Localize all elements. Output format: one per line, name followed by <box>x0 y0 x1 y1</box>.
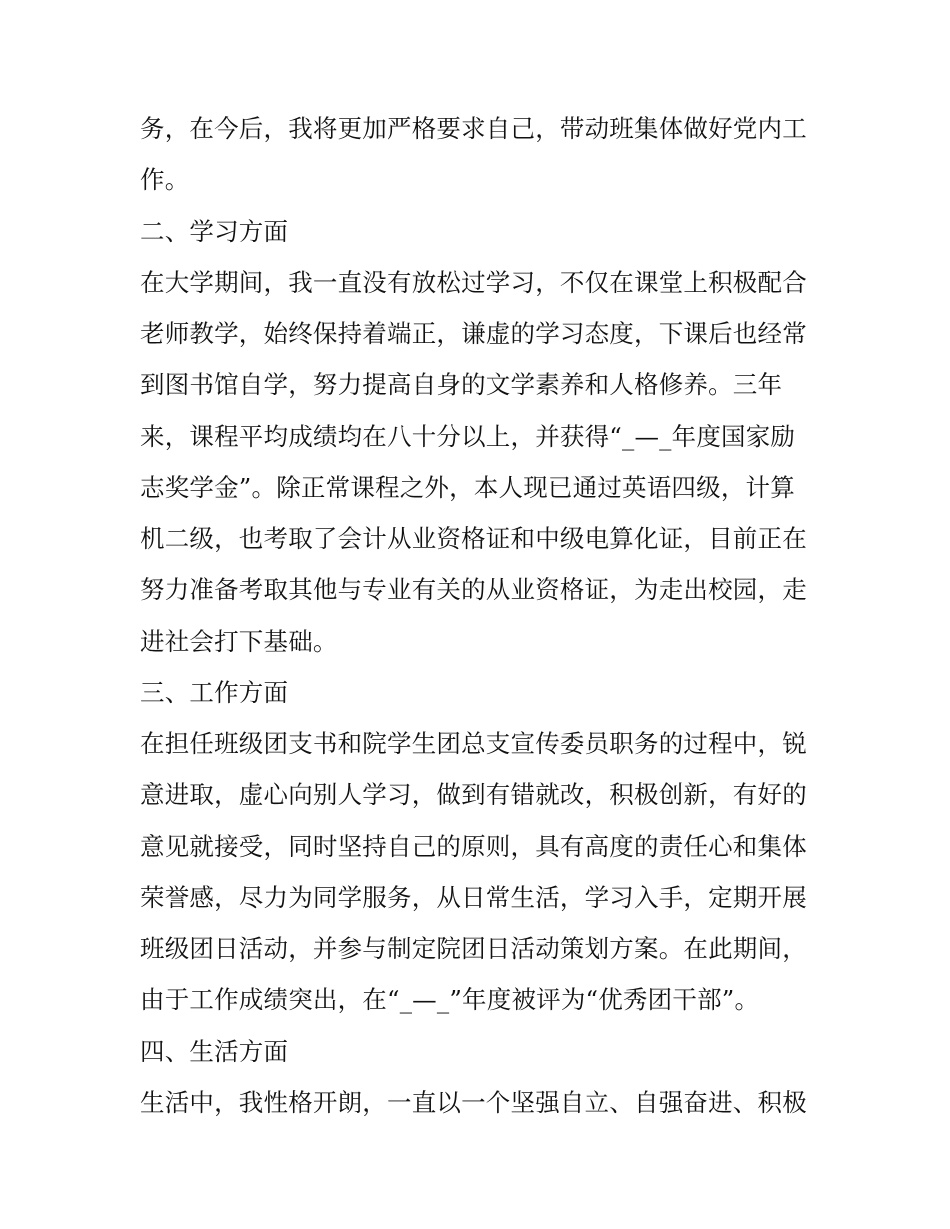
paragraph-line: 由于工作成绩突出，在“_—_”年度被评为“优秀团干部”。 <box>140 985 760 1015</box>
paragraph-line: 务，在今后，我将更加严格要求自己，带动班集体做好党内工 <box>140 114 807 143</box>
paragraph-line: 努力准备考取其他与专业有关的从业资格证，为走出校园，走 <box>140 575 807 605</box>
paragraph-line: 在担任班级团支书和院学生团总支宣传委员职务的过程中，锐 <box>140 729 807 758</box>
paragraph-line: 作。 <box>140 165 190 195</box>
paragraph-line: 意进取，虚心向别人学习，做到有错就改，积极创新，有好的 <box>140 780 807 810</box>
paragraph-line: 机二级，也考取了会计从业资格证和中级电算化证，目前正在 <box>140 524 807 553</box>
document-body <box>140 103 820 1128</box>
paragraph-line: 荣誉感，尽力为同学服务，从日常生活，学习入手，定期开展 <box>140 882 807 912</box>
paragraph-line: 志奖学金”。除正常课程之外，本人现已通过英语四级，计算 <box>140 472 795 502</box>
paragraph-line: 在大学期间，我一直没有放松过学习，不仅在课堂上积极配合 <box>140 267 807 297</box>
paragraph-line: 进社会打下基础。 <box>140 626 338 656</box>
section-heading-study: 二、学习方面 <box>140 216 289 246</box>
paragraph-line: 来，课程平均成绩均在八十分以上，并获得“_—_年度国家励 <box>140 421 796 451</box>
paragraph-line: 老师教学，始终保持着端正，谦虚的学习态度，下课后也经常 <box>140 319 807 348</box>
paragraph-line: 到图书馆自学，努力提高自身的文学素养和人格修养。三年 <box>140 370 783 400</box>
section-heading-work: 三、工作方面 <box>140 677 289 707</box>
section-heading-life: 四、生活方面 <box>140 1036 289 1066</box>
paragraph-line: 班级团日活动，并参与制定院团日活动策划方案。在此期间， <box>140 934 807 963</box>
paragraph-line: 意见就接受，同时坚持自己的原则，具有高度的责任心和集体 <box>140 831 807 861</box>
paragraph-line: 生活中，我性格开朗，一直以一个坚强自立、自强奋进、积极 <box>140 1087 807 1117</box>
